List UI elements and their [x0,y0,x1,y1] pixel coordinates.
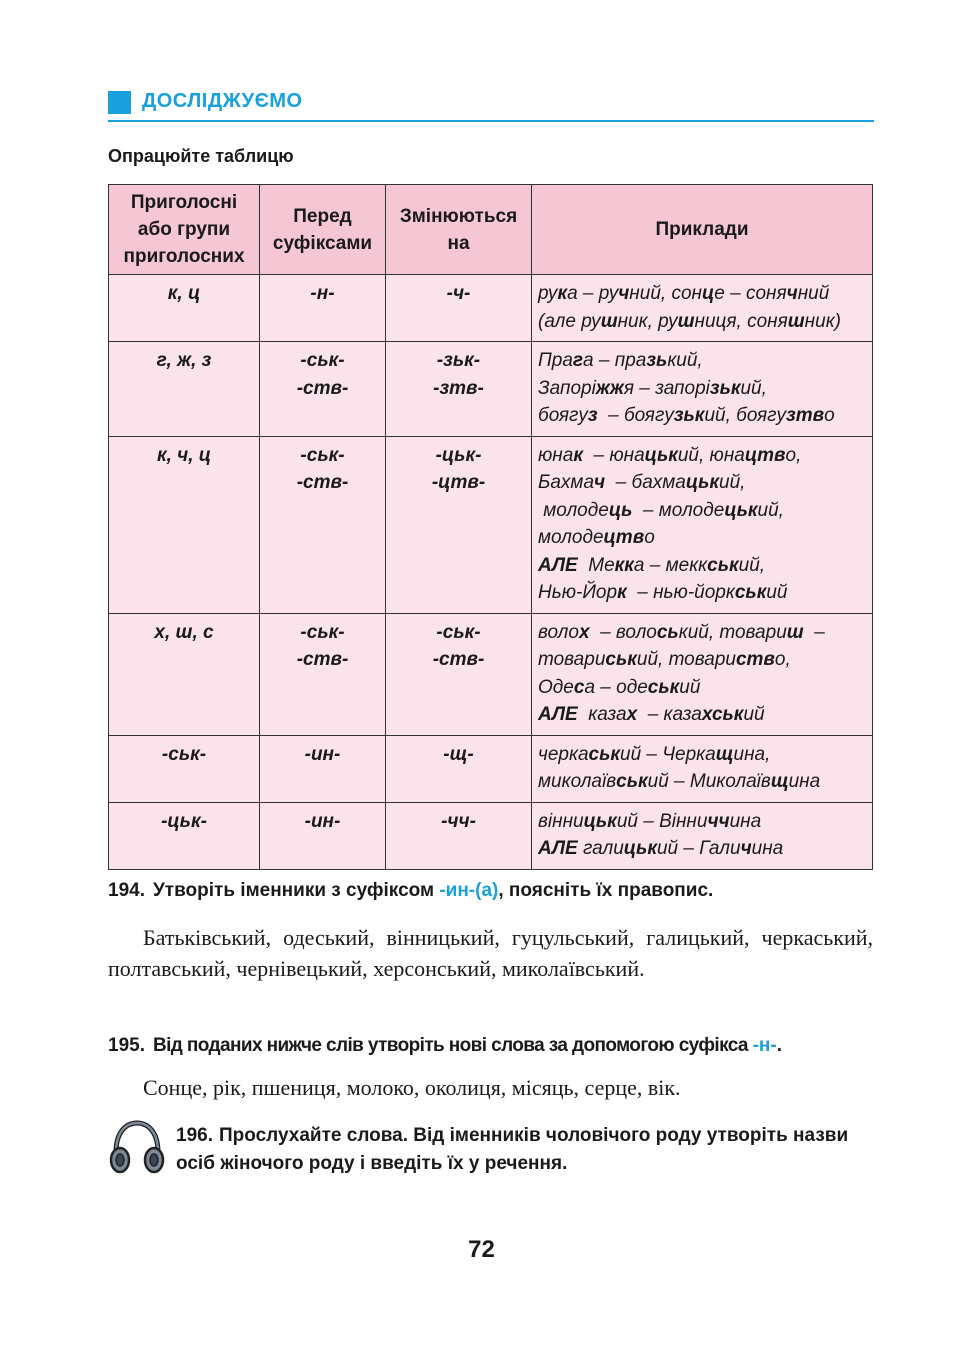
example-text: – нью-йорк [626,582,735,603]
cell-consonants: х, ш, с [109,613,260,735]
example-line [538,741,866,769]
highlighted-letters: с [573,676,585,698]
example-text: а – пра [583,350,647,371]
section-title: ДОСЛІДЖУЄМО [142,90,303,112]
example-text: – боягу [597,405,674,426]
section-heading [108,88,874,124]
highlighted-letters: цтв [744,444,786,466]
highlighted-letters: г [572,350,584,371]
example-text: – молоде [632,499,725,521]
highlighted-letters: ч [594,472,606,493]
highlighted-letters: АЛЕ [538,554,578,576]
highlighted-letters: цьк [685,472,720,493]
highlighted-letters: ш [787,310,805,332]
suffix-line: -ин- [304,743,341,765]
example-text: ний [797,283,830,304]
example-line [538,768,866,796]
highlighted-letters: к [573,444,583,466]
cell-examples [532,342,873,437]
task-text: Від поданих нижче слів утворіть нові слова за допомогою суфікса [152,1035,753,1056]
section-divider [108,120,874,122]
example-text: ий, [738,554,766,576]
example-line [538,674,866,702]
example-text: кий, товари [678,621,787,643]
cell-change-to [386,802,532,869]
cell-examples [532,275,873,342]
cell-before-suffix [260,275,386,342]
highlighted-letters: х [578,621,590,643]
highlighted-letters: ц [701,283,715,304]
header-examples: Приклади [532,185,873,275]
example-text: молоде [538,499,609,521]
highlighted-letters: цтв [603,527,645,548]
section-square-icon [108,91,131,114]
suffix-line: -цьк- [435,444,482,466]
task-text-end: . [776,1035,783,1056]
task-194-words: Батьківський, одеський, вінницький, гуцульський, галицький, черкаський, полтавський, чернівецький, херсонський, миколаївський. [108,925,873,981]
cell-change-to [386,436,532,613]
suffix-line: -ств- [296,472,349,493]
example-text: ник, ру [617,310,678,332]
example-text: – [803,621,825,643]
task-number: 195. [108,1035,145,1056]
example-text: юна [538,444,574,466]
header-consonants: Приголосні або групи приголосних [109,185,260,275]
suffix-line: -щ- [443,743,474,765]
highlighted-letters: ць [608,499,633,521]
highlighted-letters: чч [707,810,730,832]
table-row [109,735,873,802]
example-text: вінни [538,810,584,832]
header-before-suffixes: Перед суфіксами [260,185,386,275]
table-header-row [109,185,873,275]
task-195-instruction [108,1035,782,1057]
example-text: Ме [577,554,615,576]
example-text: о [644,527,655,548]
example-text: ий – Миколаїв [647,771,771,792]
cell-consonants: г, ж, з [109,342,260,437]
highlighted-letters: к [557,283,568,304]
example-text: Запорі [538,377,596,399]
highlighted-letters: ч [618,283,630,304]
highlighted-letters: ш [786,621,804,643]
example-line [538,442,866,470]
task-suffix: -н- [752,1035,777,1056]
example-text: ина, [733,743,771,765]
highlighted-letters: зьк [673,405,705,426]
table-row [109,613,873,735]
example-line [538,808,866,836]
example-text: ий, товари [636,649,736,670]
cell-before-suffix [260,342,386,437]
example-line [538,524,866,552]
example-text: ий, [740,377,767,399]
example-text: каза [577,704,627,725]
table-row [109,275,873,342]
suffix-line: -ськ- [300,444,345,466]
suffix-line: -ськ- [436,621,481,643]
example-text: – воло [589,621,657,643]
table-row [109,802,873,869]
suffix-line: -ств- [296,649,349,670]
suffix-line: -чч- [441,810,476,832]
example-line [538,552,866,580]
table-row [109,436,873,613]
suffix-line: -ин- [304,810,341,832]
task-196-instruction [176,1122,876,1178]
highlighted-letters: АЛЕ [538,704,578,725]
highlighted-letters: ч [740,838,752,859]
task-text: Прослухайте слова. Від іменників чоловічого роду утворіть назви осіб жіночого роду і введіть їх у речення. [176,1125,849,1174]
example-text: ний, сон [629,283,702,304]
highlighted-letters: цьк [583,810,617,832]
highlighted-letters: ств [735,649,775,670]
suffix-line: -н- [310,283,335,304]
table-row [109,342,873,437]
example-text: о [824,405,835,426]
page-number: 72 [468,1236,495,1263]
highlighted-letters: кк [614,554,634,576]
cell-before-suffix [260,436,386,613]
highlighted-letters: цьк [644,444,678,466]
cell-examples [532,802,873,869]
example-line [538,280,866,308]
example-text: ий, боягу [704,405,786,426]
example-text: боягу [538,405,588,426]
task-suffix: -ин-(а) [439,880,499,901]
cell-change-to [386,342,532,437]
header-change-to: Змінюються на [386,185,532,275]
instruction-text: Опрацюйте таблицю [108,146,294,166]
example-line [538,701,866,729]
example-line [538,469,866,497]
cell-before-suffix [260,613,386,735]
example-text: ий – Вінни [616,810,708,832]
example-text: – бахма [605,472,686,493]
example-line [538,835,866,863]
example-text: кий, [667,350,703,371]
cell-examples [532,735,873,802]
suffix-line: -ськ- [300,621,345,643]
highlighted-letters: ськ [605,649,637,670]
highlighted-letters: зьк [709,377,741,399]
highlighted-letters: сь [656,621,679,643]
task-195-words: Сонце, рік, пшениця, молоко, околиця, місяць, серце, вік. [143,1075,681,1100]
example-text: ник) [804,310,841,332]
table-body [109,275,873,870]
cell-change-to [386,275,532,342]
highlighted-letters: ськ [734,582,767,603]
highlighted-letters: ш [600,310,618,332]
suffix-line: -зтв- [433,377,484,399]
example-text: товари [538,649,606,670]
task-text: Утворіть іменники з суфіксом [152,880,440,901]
example-line [538,579,866,607]
headphones-icon [108,1118,166,1176]
task-194-instruction [108,880,713,902]
highlighted-letters: ськ [588,743,620,765]
cell-examples [532,613,873,735]
example-text: ниця, соня [694,310,788,332]
example-text: ина [788,771,821,792]
example-text: ий – Черка [620,743,716,765]
example-text: ина [729,810,762,832]
cell-consonants: к, ц [109,275,260,342]
example-text: Нью-Йор [538,582,618,603]
example-text: ий [743,704,765,725]
highlighted-letters: цьк [623,838,657,859]
example-line [538,347,866,375]
example-text: – юна [582,444,645,466]
example-text: а – оде [584,676,648,698]
cell-consonants: -ськ- [109,735,260,802]
example-text: е – соня [714,283,787,304]
highlighted-letters: цьк [724,499,758,521]
example-line [538,308,866,336]
example-line [538,402,866,430]
highlighted-letters: жж [595,377,624,399]
highlighted-letters: щ [770,771,789,792]
highlighted-letters: з [587,405,598,426]
highlighted-letters: к [617,582,627,603]
example-text: а – мекк [633,554,708,576]
highlighted-letters: ч [786,283,798,304]
example-text: черка [538,743,589,765]
example-line [538,497,866,525]
highlighted-letters: АЛЕ [538,838,578,859]
cell-change-to [386,735,532,802]
highlighted-letters: ськ [647,676,680,698]
task-number: 196. [176,1125,213,1146]
suffix-line: -ськ- [300,350,345,371]
highlighted-letters: ськ [616,771,648,792]
example-text: о, [774,649,791,670]
suffix-line: -зьк- [436,350,481,371]
task-text-end: , поясніть їх правопис. [498,880,714,901]
example-text: миколаїв [538,771,617,792]
cell-before-suffix [260,735,386,802]
suffix-line: -ч- [446,283,471,304]
suffix-line: -ств- [296,377,349,399]
highlighted-letters: х [626,704,638,725]
example-text: воло [538,621,579,643]
example-text: ина [751,838,784,859]
example-text: ий – Гали [656,838,741,859]
consonant-change-table [108,184,873,870]
example-text: (але ру [538,310,601,332]
suffix-line: -цтв- [431,472,486,493]
task-number: 194. [108,880,145,901]
example-text: о, [785,444,802,466]
example-text: ру [538,283,558,304]
example-text: – каза [637,704,702,725]
cell-change-to [386,613,532,735]
example-text: ий, [719,472,746,493]
highlighted-letters: щ [715,743,734,765]
example-line [538,375,866,403]
highlighted-letters: зтв [786,405,825,426]
highlighted-letters: ш [677,310,695,332]
example-text: а – ру [567,283,619,304]
cell-before-suffix [260,802,386,869]
highlighted-letters: зь [646,350,668,371]
example-text: ий, юна [677,444,745,466]
example-text: Бахма [538,472,595,493]
highlighted-letters: хськ [701,704,744,725]
example-text: молоде [538,527,604,548]
suffix-line: -ств- [432,649,485,670]
example-text: Пра [538,350,573,371]
example-line [538,619,866,647]
example-text: ий [679,676,701,698]
example-text: я – запорі [623,377,710,399]
cell-consonants: -цьк- [109,802,260,869]
example-text: гали [577,838,624,859]
cell-examples [532,436,873,613]
example-text: ий [766,582,788,603]
example-line [538,646,866,674]
highlighted-letters: ськ [707,554,739,576]
example-text: Оде [538,676,574,698]
example-text: ий, [757,499,784,521]
cell-consonants: к, ч, ц [109,436,260,613]
